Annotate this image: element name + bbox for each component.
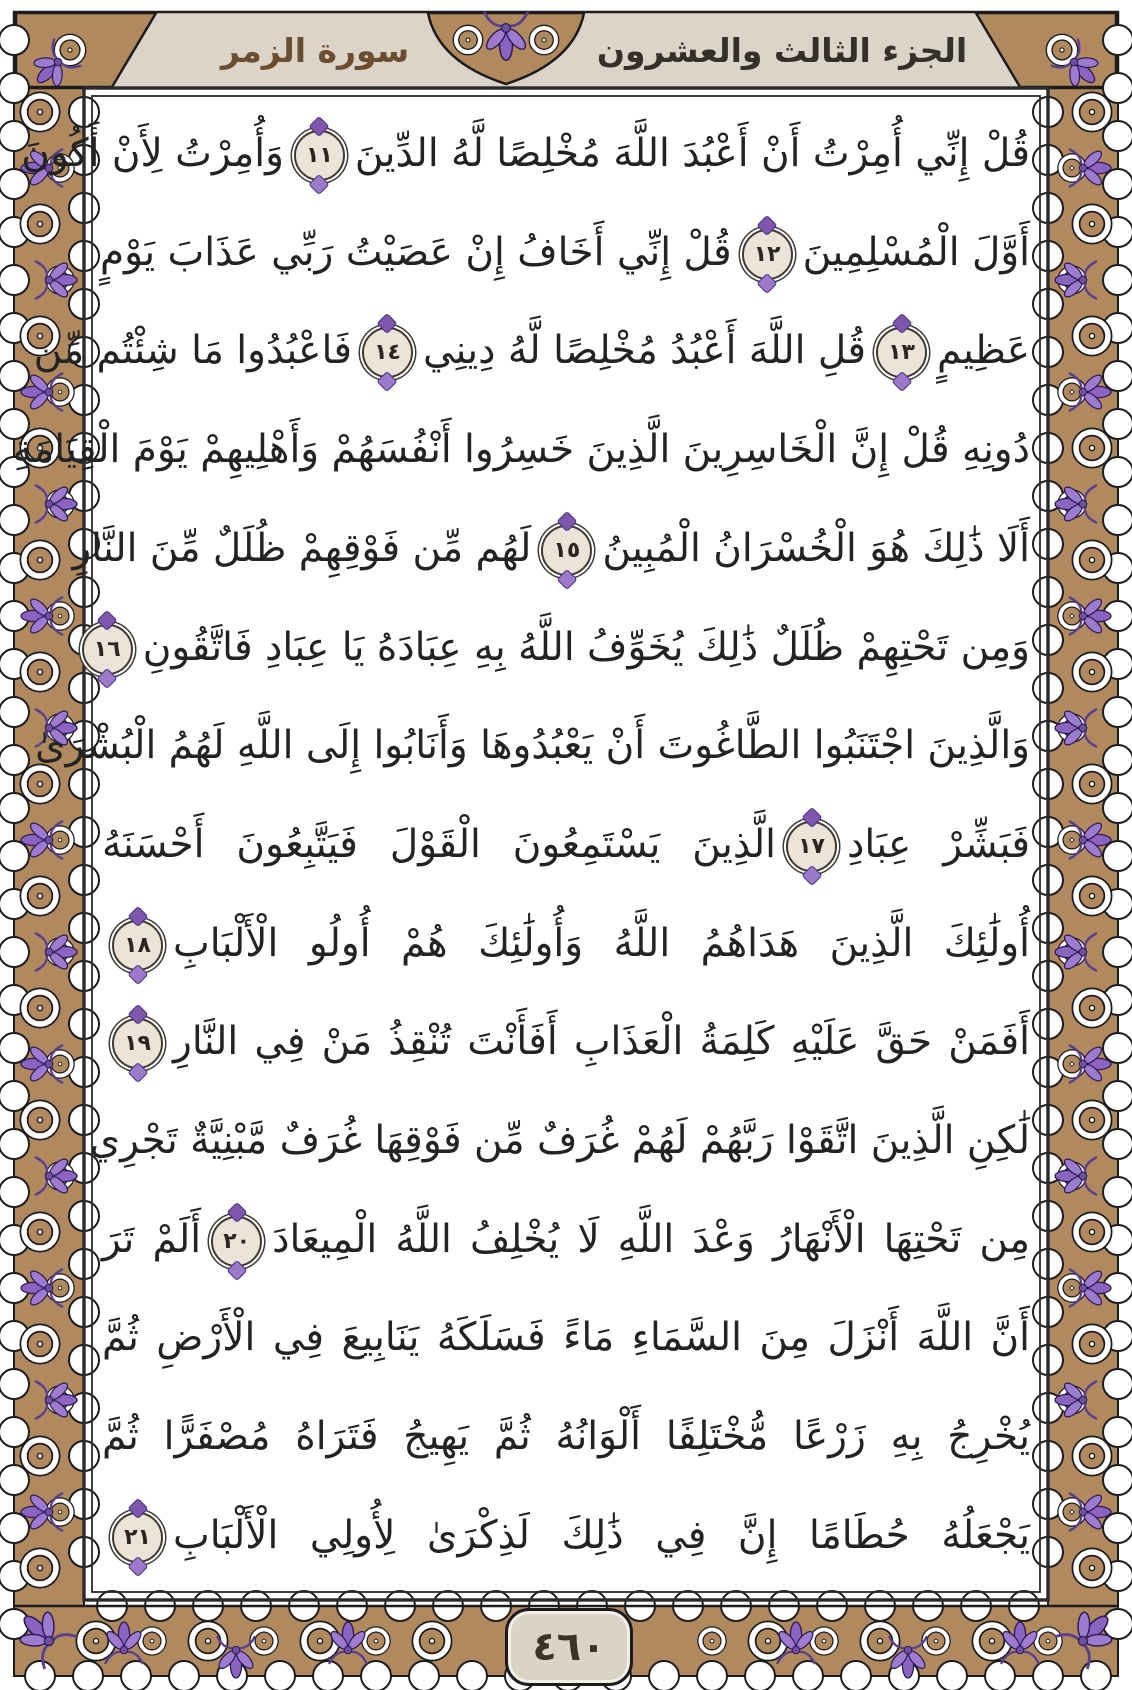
ayah-end-medallion: ١٨	[112, 920, 163, 971]
verse-text: دُونِهِ قُلْ إِنَّ الْخَاسِرِينَ الَّذِينَ خَسِرُوا أَنْفُسَهُمْ وَأَهْلِيهِمْ يَوْمَ الْقِيَامَةِ	[12, 427, 1030, 473]
ayah-end-medallion: ١٧	[786, 821, 837, 872]
quran-line	[102, 1292, 1030, 1384]
ayah-end-medallion: ١٩	[112, 1018, 163, 1069]
ayah-end-medallion: ١٣	[876, 327, 927, 378]
quran-line	[34, 700, 1030, 792]
verse-text: فَاعْبُدُوا مَا شِئْتُم مِّن	[33, 328, 352, 374]
verse-text: أَلَمْ تَرَ	[102, 1216, 202, 1262]
page-number-cartouche	[505, 1608, 633, 1686]
quran-line	[102, 799, 1030, 891]
verse-text: عَظِيمٍ	[937, 328, 1030, 374]
quran-text-block	[12, 108, 1030, 1582]
ayah-end-medallion: ١١	[294, 130, 345, 181]
ayah-end-medallion: ٢٠	[211, 1216, 262, 1267]
quran-line	[12, 404, 1030, 496]
quran-line	[102, 1391, 1030, 1483]
quran-line	[21, 108, 1030, 200]
verse-text: قُلْ إِنِّي أَخَافُ إِنْ عَصَيْتُ رَبِّي عَذَابَ يَوْمٍ	[99, 229, 732, 275]
verse-text: يُخْرِجُ بِهِ زَرْعًا مُّخْتَلِفًا أَلْوَانُهُ ثُمَّ يَهِيجُ فَتَرَاهُ مُصْفَرًّا ثُمَّ	[102, 1414, 1030, 1460]
verse-text: قُلِ اللَّهَ أَعْبُدُ مُخْلِصًا لَّهُ دِينِي	[422, 328, 866, 374]
verse-text: يَجْعَلُهُ حُطَامًا إِنَّ فِي ذَٰلِكَ لَذِكْرَىٰ لِأُولِي الْأَلْبَابِ	[173, 1512, 1030, 1558]
quran-line	[102, 1490, 1030, 1582]
verse-text: وَالَّذِينَ اجْتَنَبُوا الطَّاغُوتَ أَنْ يَعْبُدُوهَا وَأَنَابُوا إِلَى اللَّهِ لَهُمُ الْبُشْرَىٰ	[34, 723, 1030, 769]
verse-text: الَّذِينَ يَسْتَمِعُونَ الْقَوْلَ فَيَتَّبِعُونَ أَحْسَنَهُ	[102, 821, 777, 867]
juz-title: الجزء الثالث والعشرون	[596, 30, 968, 70]
verse-text: فَبَشِّرْ عِبَادِ	[847, 821, 1030, 867]
verse-text: لَهُم مِّن فَوْقِهِمْ ظُلَلٌ مِّنَ النَّارِ	[72, 525, 532, 571]
quran-line	[93, 602, 1030, 694]
ayah-end-medallion: ١٦	[82, 624, 133, 675]
quran-line	[102, 996, 1030, 1088]
quran-line	[102, 1194, 1030, 1286]
verse-text: لَٰكِنِ الَّذِينَ اتَّقَوْا رَبَّهُمْ لَهُمْ غُرَفٌ مِّن فَوْقِهَا غُرَفٌ مَّبْنِيَّةٌ تَجْرِي	[89, 1118, 1030, 1164]
quran-line	[72, 503, 1030, 595]
verse-text: أَنَّ اللَّهَ أَنْزَلَ مِنَ السَّمَاءِ مَاءً فَسَلَكَهُ يَنَابِيعَ فِي الْأَرْضِ ثُمَّ	[102, 1315, 1030, 1361]
verse-text: وَمِن تَحْتِهِمْ ظُلَلٌ ذَٰلِكَ يُخَوِّفُ اللَّهُ بِهِ عِبَادَهُ يَا عِبَادِ فَاتَّقُونِ	[142, 624, 1030, 670]
quran-line	[102, 898, 1030, 990]
verse-text: أَلَا ذَٰلِكَ هُوَ الْخُسْرَانُ الْمُبِينُ	[602, 525, 1030, 571]
verse-text: أَفَمَنْ حَقَّ عَلَيْهِ كَلِمَةُ الْعَذَابِ أَفَأَنْتَ تُنْقِذُ مَنْ فِي النَّارِ	[173, 1019, 1030, 1065]
verse-text: مِن تَحْتِهَا الْأَنْهَارُ وَعْدَ اللَّهِ لَا يُخْلِفُ اللَّهُ الْمِيعَادَ	[272, 1216, 1030, 1262]
quran-line	[99, 207, 1030, 299]
quran-line	[33, 305, 1030, 397]
page-number: ٤٦٠	[532, 1624, 606, 1670]
ayah-end-medallion: ١٥	[541, 525, 592, 576]
quran-line	[89, 1095, 1030, 1187]
verse-text: أُولَٰئِكَ الَّذِينَ هَدَاهُمُ اللَّهُ وَأُولَٰئِكَ هُمْ أُولُو الْأَلْبَابِ	[173, 920, 1030, 966]
surah-title: سورة الزمر	[220, 30, 410, 70]
verse-text: وَأُمِرْتُ لِأَنْ أَكُونَ	[21, 131, 284, 176]
verse-text: قُلْ إِنِّي أُمِرْتُ أَنْ أَعْبُدَ اللَّهَ مُخْلِصًا لَّهُ الدِّينَ	[354, 131, 1030, 176]
ayah-end-medallion: ١٤	[362, 327, 413, 378]
verse-text: أَوَّلَ الْمُسْلِمِينَ	[802, 229, 1030, 275]
ayah-end-medallion: ٢١	[112, 1512, 163, 1563]
ayah-end-medallion: ١٢	[742, 229, 793, 280]
